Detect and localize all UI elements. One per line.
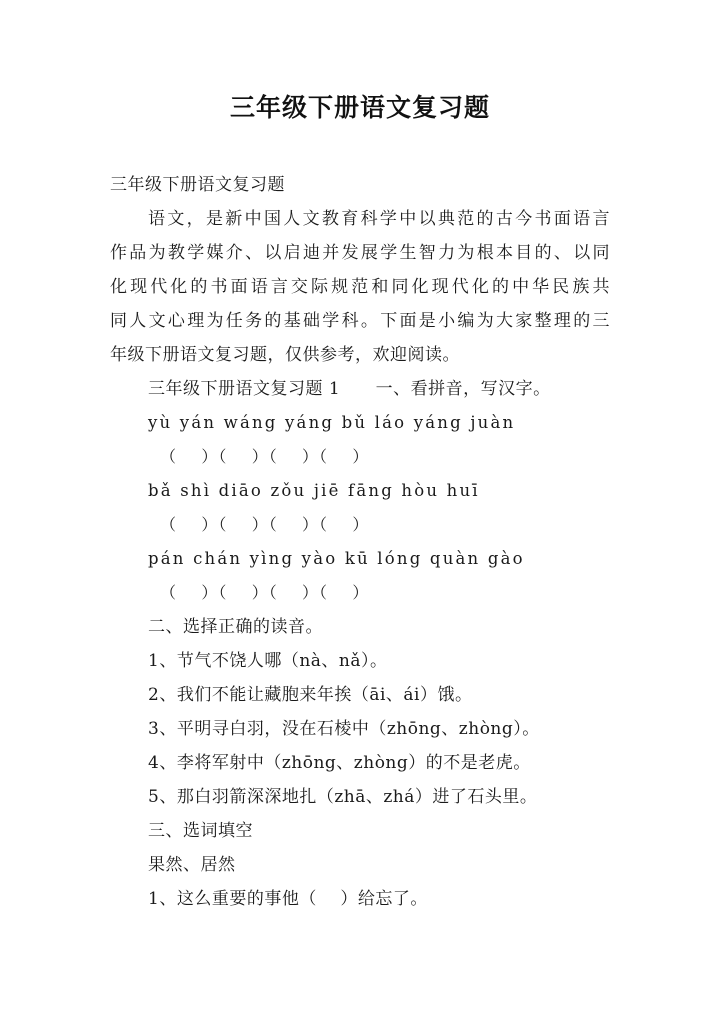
section1-heading: 三年级下册语文复习题 1 一、看拼音，写汉字。 xyxy=(148,379,551,399)
intro-line-5: 年级下册语文复习题，仅供参考，欢迎阅读。 xyxy=(110,345,460,365)
blank-row-3: （ ）（ ）（ ）（ ） xyxy=(160,583,370,602)
section2-item-2: 2、我们不能让藏胞来年挨（āi、ái）饿。 xyxy=(148,685,473,705)
pinyin-row-3: pán chán yìng yào kū lóng quàn gào xyxy=(148,549,525,568)
section3-word-choices: 果然、居然 xyxy=(148,855,236,875)
blank-row-1: （ ）（ ）（ ）（ ） xyxy=(160,447,370,466)
section3-item-1: 1、这么重要的事他（ ）给忘了。 xyxy=(148,889,428,909)
section2-item-5: 5、那白羽箭深深地扎（zhā、zhá）进了石头里。 xyxy=(148,787,538,807)
pinyin-row-1: yù yán wáng yáng bǔ láo yáng juàn xyxy=(148,413,516,432)
section2-item-1: 1、节气不饶人哪（nà、nǎ）。 xyxy=(148,651,388,671)
blank-row-2: （ ）（ ）（ ）（ ） xyxy=(160,515,370,534)
intro-line-3: 化现代化的书面语言交际规范和同化现代化的中华民族共 xyxy=(110,277,610,297)
section2-item-4: 4、李将军射中（zhōng、zhòng）的不是老虎。 xyxy=(148,753,531,773)
intro-line-2: 作品为教学媒介、以启迪并发展学生智力为根本目的、以同 xyxy=(110,243,610,263)
pinyin-row-2: bǎ shì diāo zǒu jiē fāng hòu huī xyxy=(148,481,480,500)
section3-heading: 三、选词填空 xyxy=(148,821,253,841)
intro-line-4: 同人文心理为任务的基础学科。下面是小编为大家整理的三 xyxy=(110,311,610,331)
section2-heading: 二、选择正确的读音。 xyxy=(148,617,323,637)
document-title: 三年级下册语文复习题 xyxy=(229,93,490,122)
section2-item-3: 3、平明寻白羽，没在石棱中（zhōng、zhòng）。 xyxy=(148,719,540,739)
intro-line-1: 语文，是新中国人文教育科学中以典范的古今书面语言 xyxy=(148,209,610,229)
document-subtitle: 三年级下册语文复习题 xyxy=(110,175,285,195)
